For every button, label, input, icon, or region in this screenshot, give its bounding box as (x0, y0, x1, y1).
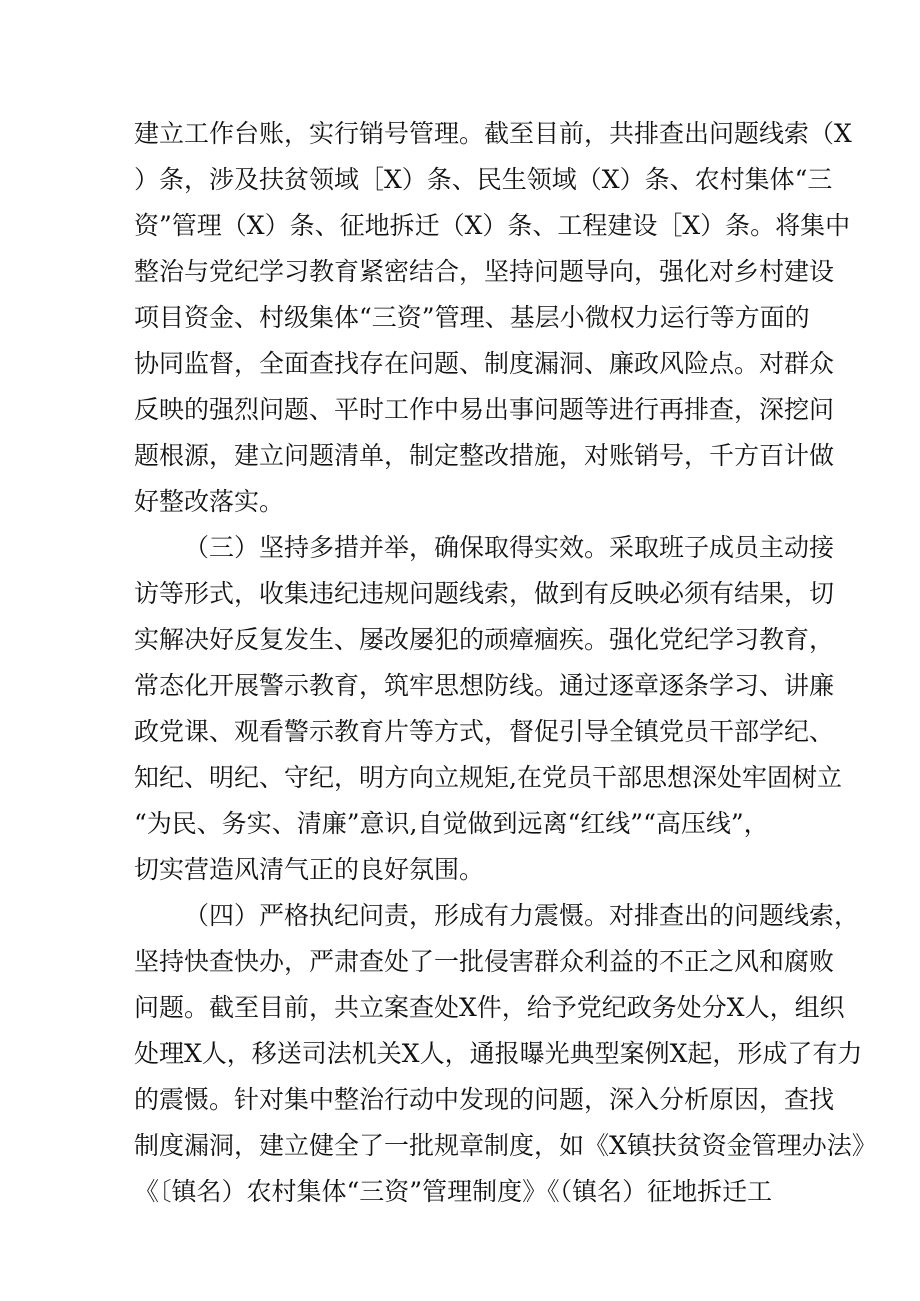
section-heading-line: （四）严格执纪问责，形成有力震慑。对排查出的问题线索， (184, 901, 860, 930)
paragraph-line: 整治与党纪学习教育紧密结合，坚持问题导向，强化对乡村建设 (134, 257, 835, 286)
paragraph-line: 知纪、明纪、守纪，明方向立规矩,在党员干部思想深处牢固树立 (134, 763, 842, 792)
paragraph-line: 坚持快查快办，严肃查处了一批侵害群众利益的不正之风和腐败 (134, 947, 835, 976)
section-heading-line: （三）坚持多措并举，确保取得实效。采取班子成员主动接 (184, 533, 835, 562)
paragraph-line: “为民、务实、清廉”意识,自觉做到远离“红线”“高压线”， (134, 809, 769, 838)
paragraph-line: 题根源，建立问题清单，制定整改措施，对账销号，千方百计做 (134, 441, 835, 470)
paragraph-line: 的震慑。针对集中整治行动中发现的问题，深入分析原因，查找 (134, 1085, 835, 1114)
paragraph-line: 《〔镇名）农村集体“三资”管理制度》《（镇名）征地拆迁工 (134, 1177, 773, 1206)
paragraph-line: 切实营造风清气正的良好氛围。 (134, 855, 485, 884)
paragraph-line: 好整改落实。 (134, 487, 285, 516)
paragraph-line: ）条，涉及扶贫领域［X）条、民生领域（X）条、农村集体“三 (134, 165, 833, 194)
paragraph-line: 处理X人，移送司法机关X人，通报曝光典型案例X起，形成了有力 (134, 1039, 863, 1068)
paragraph-line: 实解决好反复发生、屡改屡犯的顽瘴痼疾。强化党纪学习教育， (134, 625, 835, 654)
paragraph-line: 常态化开展警示教育，筑牢思想防线。通过逐章逐条学习、讲廉 (134, 671, 835, 700)
paragraph-line: 项目资金、村级集体“三资”管理、基层小微权力运行等方面的 (134, 303, 810, 332)
paragraph-line: 协同监督，全面查找存在问题、制度漏洞、廉政风险点。对群众 (134, 349, 835, 378)
paragraph-line: 政党课、观看警示教育片等方式，督促引导全镇党员干部学纪、 (134, 717, 835, 746)
paragraph-line: 访等形式，收集违纪违规问题线索，做到有反映必须有结果，切 (134, 579, 835, 608)
paragraph-line: 问题。截至目前，共立案查处X件，给予党纪政务处分X人，组织 (134, 993, 845, 1022)
paragraph-line: 制度漏洞，建立健全了一批规章制度，如《X镇扶贫资金管理办法》 (134, 1131, 877, 1160)
paragraph-line: 资”管理（X）条、征地拆迁（X）条、工程建设［X）条。将集中 (134, 211, 851, 240)
paragraph-line: 建立工作台账，实行销号管理。截至目前，共排查出问题线索（X (134, 119, 852, 148)
paragraph-line: 反映的强烈问题、平时工作中易出事问题等进行再排查，深挖问 (134, 395, 835, 424)
